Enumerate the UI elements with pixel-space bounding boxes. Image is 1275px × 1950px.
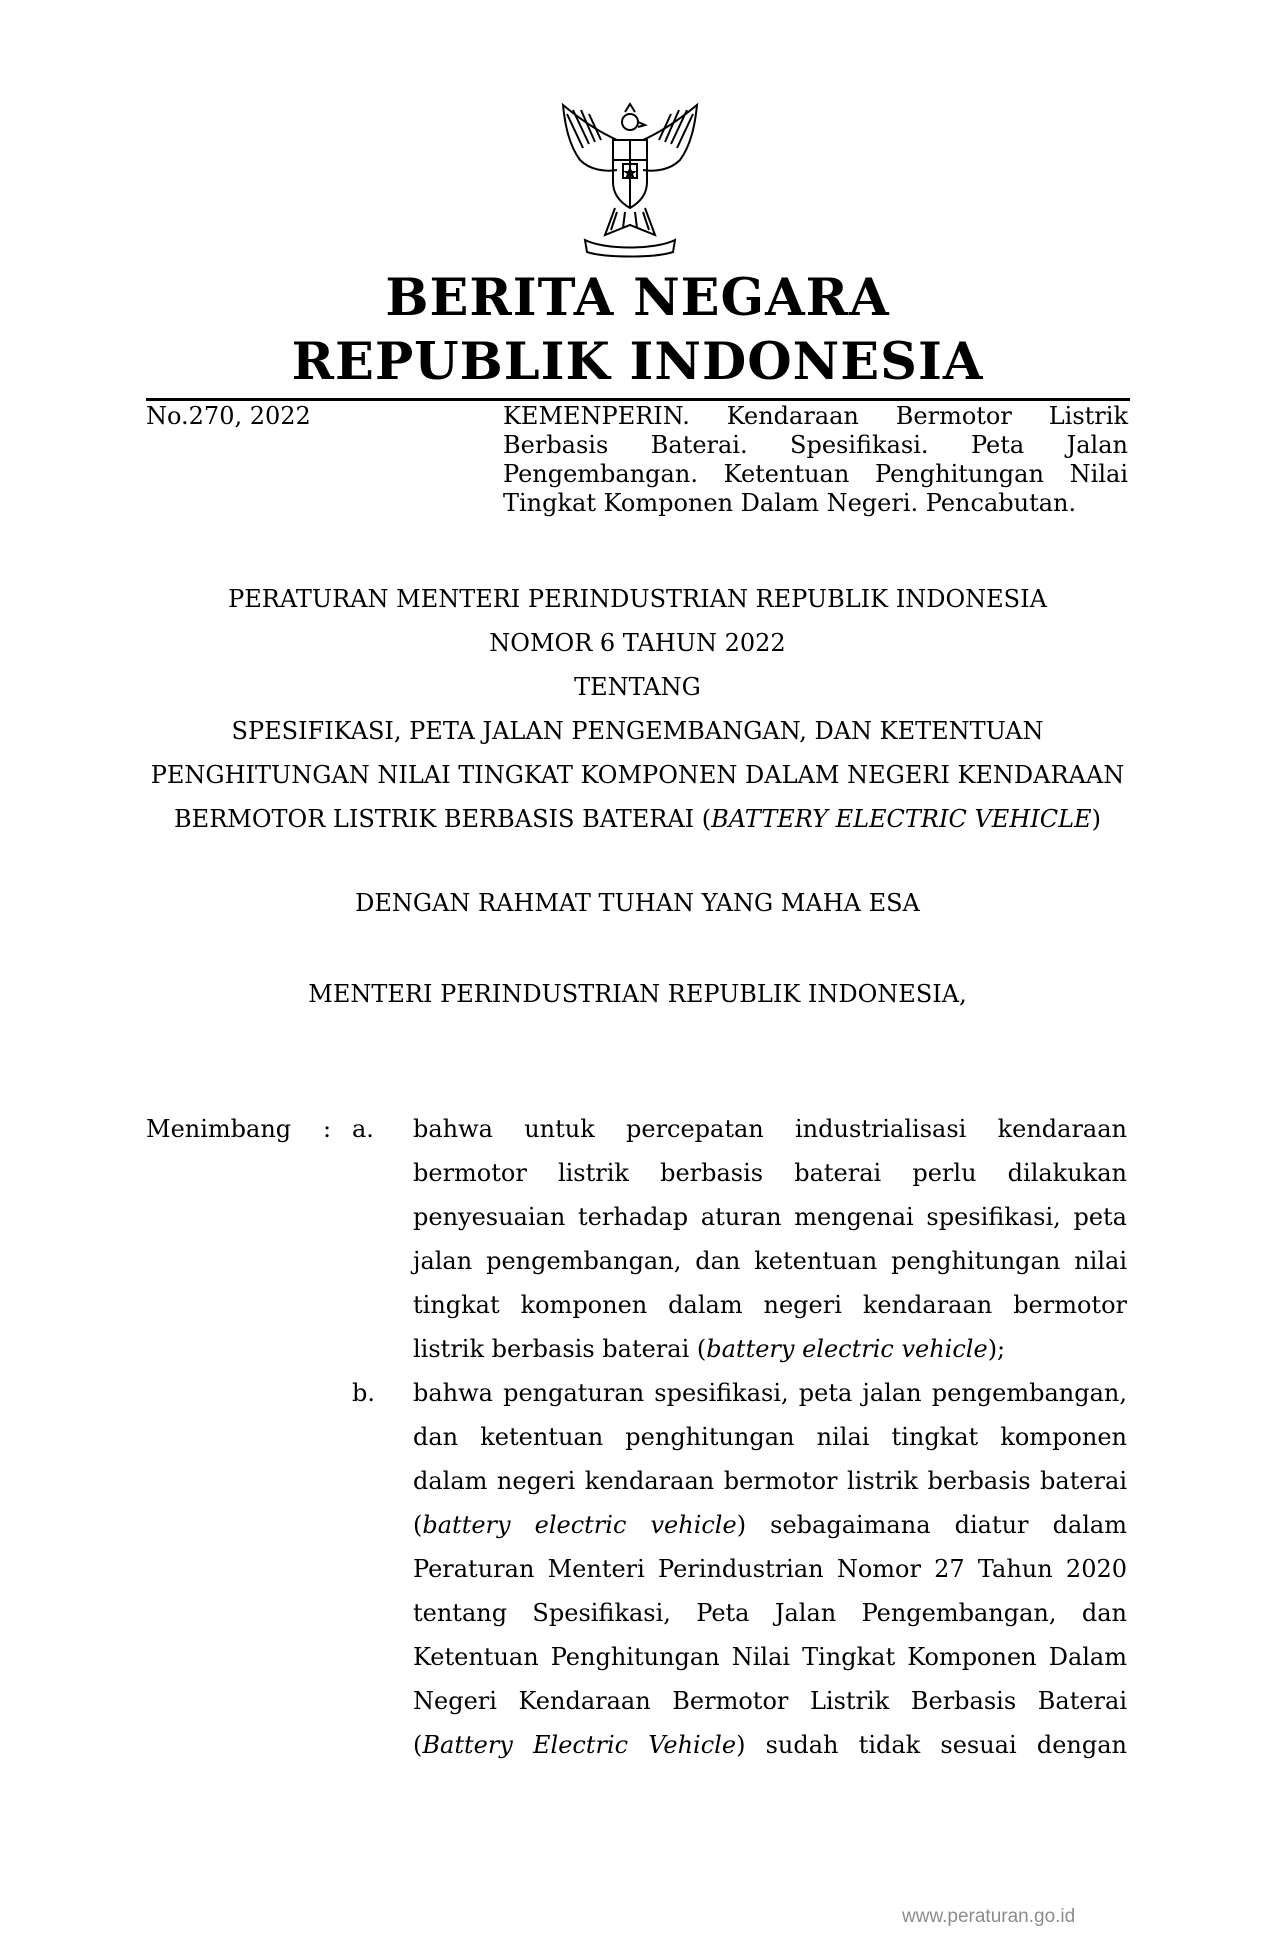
considering-item-a <box>413 1107 1127 1371</box>
masthead-line-1: BERITA NEGARA <box>385 268 890 328</box>
regulation-line-6 <box>0 797 1275 841</box>
item-a-text-italic: battery electric vehicle <box>706 1335 988 1363</box>
item-b-text-italic-2: Battery Electric Vehicle <box>422 1731 737 1759</box>
regulation-title <box>0 577 1275 841</box>
masthead-rule <box>146 398 1130 401</box>
registration-number: No.270, 2022 <box>146 402 311 430</box>
registration-subject: KEMENPERIN. Kendaraan Bermotor Listrik Berbasis Baterai. Spesifikasi. Peta Jalan Pengembangan. Ketentuan Penghitungan Nilai Tingkat Komponen Dalam Negeri. Pencabutan. <box>503 402 1128 517</box>
regulation-line-1: PERATURAN MENTERI PERINDUSTRIAN REPUBLIK INDONESIA <box>228 585 1047 613</box>
regulation-line-5: PENGHITUNGAN NILAI TINGKAT KOMPONEN DALAM NEGERI KENDARAAN <box>150 761 1125 789</box>
regulation-line-6-italic: BATTERY ELECTRIC VEHICLE <box>711 805 1092 833</box>
item-b-text-pre: bahwa pengaturan spesifikasi, peta jalan pengembangan, dan ketentuan penghitungan nilai tingkat komponen dalam negeri kendaraan bermotor listrik berbasis baterai ( <box>413 1379 1127 1539</box>
regulation-line-6-post: ) <box>1091 805 1101 833</box>
considering-label: Menimbang <box>146 1115 292 1143</box>
regulation-line-2: NOMOR 6 TAHUN 2022 <box>489 629 786 657</box>
grace-formula: DENGAN RAHMAT TUHAN YANG MAHA ESA <box>355 889 920 917</box>
minister-heading: MENTERI PERINDUSTRIAN REPUBLIK INDONESIA, <box>308 980 967 1008</box>
considering-item-b-letter: b. <box>352 1379 375 1407</box>
garuda-emblem-icon <box>555 100 705 260</box>
item-b-text-mid: ) sebagaimana diatur dalam Peraturan Menteri Perindustrian Nomor 27 Tahun 2020 tentang Spesifikasi, Peta Jalan Pengembangan, dan Ketentuan Penghitungan Nilai Tingkat Komponen Dalam Negeri Kendaraan Bermotor Listrik Berbasis Baterai ( <box>413 1511 1127 1759</box>
considering-colon: : <box>323 1115 332 1143</box>
item-b-text-post: ) sudah tidak sesuai dengan <box>736 1731 1127 1759</box>
regulation-line-3: TENTANG <box>574 673 701 701</box>
regulation-line-6-pre: BERMOTOR LISTRIK BERBASIS BATERAI ( <box>174 805 712 833</box>
considering-item-b <box>413 1371 1127 1767</box>
item-a-text-pre: bahwa untuk percepatan industrialisasi kendaraan bermotor listrik berbasis baterai perlu dilakukan penyesuaian terhadap aturan mengenai spesifikasi, peta jalan pengembangan, dan ketentuan penghitungan nilai tingkat komponen dalam negeri kendaraan bermotor listrik berbasis baterai ( <box>413 1115 1127 1363</box>
regulation-line-4: SPESIFIKASI, PETA JALAN PENGEMBANGAN, DAN KETENTUAN <box>231 717 1044 745</box>
website-watermark: www.peraturan.go.id <box>902 1906 1076 1927</box>
item-b-text-italic: battery electric vehicle <box>422 1511 737 1539</box>
item-a-text-post: ); <box>987 1335 1006 1363</box>
considering-item-a-letter: a. <box>352 1115 374 1143</box>
masthead-line-2: REPUBLIK INDONESIA <box>291 332 984 392</box>
